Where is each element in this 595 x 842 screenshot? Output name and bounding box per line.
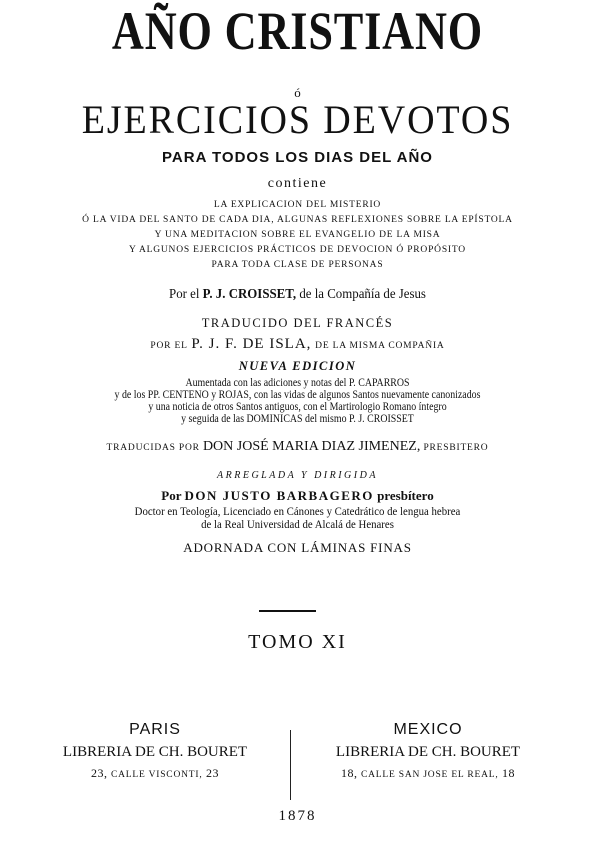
address-number: 23, (90, 766, 108, 780)
translated-by-prefix: TRADUCIDAS POR (106, 443, 200, 453)
edition-line: y de los PP. CENTENO y ROJAS, con las vidas de algunos Santos nuevamente canonizados (114, 389, 481, 401)
director-line (0, 489, 595, 503)
edition-line: y una noticia de otros Santos antiguos, con el Martirologio Romano íntegro (148, 401, 447, 413)
translator-suffix: DE LA MISMA COMPAÑIA (315, 341, 445, 351)
address-street: CALLE VISCONTI, (110, 770, 203, 780)
publisher-city: MEXICO (393, 721, 463, 738)
publisher-address (298, 765, 558, 783)
publisher-paris (25, 720, 285, 783)
publisher-name: LIBRERIA DE CH. BOURET (335, 744, 521, 760)
translator-line (0, 336, 595, 354)
address-street-number: 23 (206, 766, 220, 780)
publication-year: 1878 (278, 808, 317, 824)
translated-by-line (0, 439, 595, 456)
volume-label: TOMO XI (248, 631, 347, 653)
contents-line: PARA TODA CLASE DE PERSONAS (211, 260, 384, 270)
author-prefix: Por el (169, 287, 200, 302)
contents-line: Y UNA MEDITACION SOBRE EL EVANGELIO DE LA MISA (154, 230, 441, 240)
director-suffix: presbítero (377, 488, 434, 503)
main-title: AÑO CRISTIANO (111, 1, 484, 61)
contents-line: LA EXPLICACION DEL MISTERIO (213, 200, 382, 210)
translated-by-name: DON JOSÉ MARIA DIAZ JIMENEZ, (202, 439, 421, 454)
arranged-label: ARREGLADA Y DIRIGIDA (217, 470, 378, 481)
contents-line: Ó LA VIDA DEL SANTO DE CADA DIA, ALGUNAS REFLEXIONES SOBRE LA EPÍSTOLA (82, 215, 513, 225)
days-subtitle: PARA TODOS LOS DIAS DEL AÑO (162, 149, 433, 166)
translated-by-suffix: PRESBITERO (423, 443, 489, 453)
publisher-city: PARIS (129, 721, 181, 738)
title-connector: ó (294, 85, 301, 100)
edition-line: Aumentada con las adiciones y notas del P. CAPARROS (185, 377, 410, 389)
director-prefix: Por (161, 488, 182, 503)
publisher-address (25, 765, 285, 783)
publisher-mexico (298, 720, 558, 783)
section-divider (259, 610, 316, 612)
author-line (24, 287, 571, 303)
publisher-divider (290, 730, 291, 800)
contents-line: Y ALGUNOS EJERCICIOS PRÁCTICOS DE DEVOCION Ó PROPÓSITO (129, 245, 466, 255)
edition-label: NUEVA EDICION (238, 359, 357, 373)
translator-prefix: POR EL (150, 341, 188, 351)
address-street: CALLE SAN JOSE EL REAL, (360, 770, 499, 780)
illustrated-label: ADORNADA CON LÁMINAS FINAS (183, 540, 412, 555)
director-credentials: Doctor en Teología, Licenciado en Cánones y Catedrático de lengua hebrea (134, 504, 461, 518)
translator-name: P. J. F. DE ISLA, (191, 336, 312, 352)
director-name: DON JUSTO BARBAGERO (184, 488, 374, 503)
contents-label: contiene (267, 176, 328, 191)
edition-line: y seguida de las DOMINICAS del mismo P. J. CROISSET (181, 413, 414, 425)
translation-label: TRADUCIDO DEL FRANCÉS (201, 316, 394, 330)
director-university: de la Real Universidad de Alcalá de Henares (201, 517, 394, 531)
author-suffix: de la Compañía de Jesus (299, 287, 426, 302)
author-name: P. J. CROISSET, (202, 287, 297, 302)
address-number: 18, (340, 766, 358, 780)
address-street-number: 18 (502, 766, 516, 780)
sub-title: EJERCICIOS DEVOTOS (81, 97, 514, 142)
publisher-name: LIBRERIA DE CH. BOURET (62, 744, 248, 760)
